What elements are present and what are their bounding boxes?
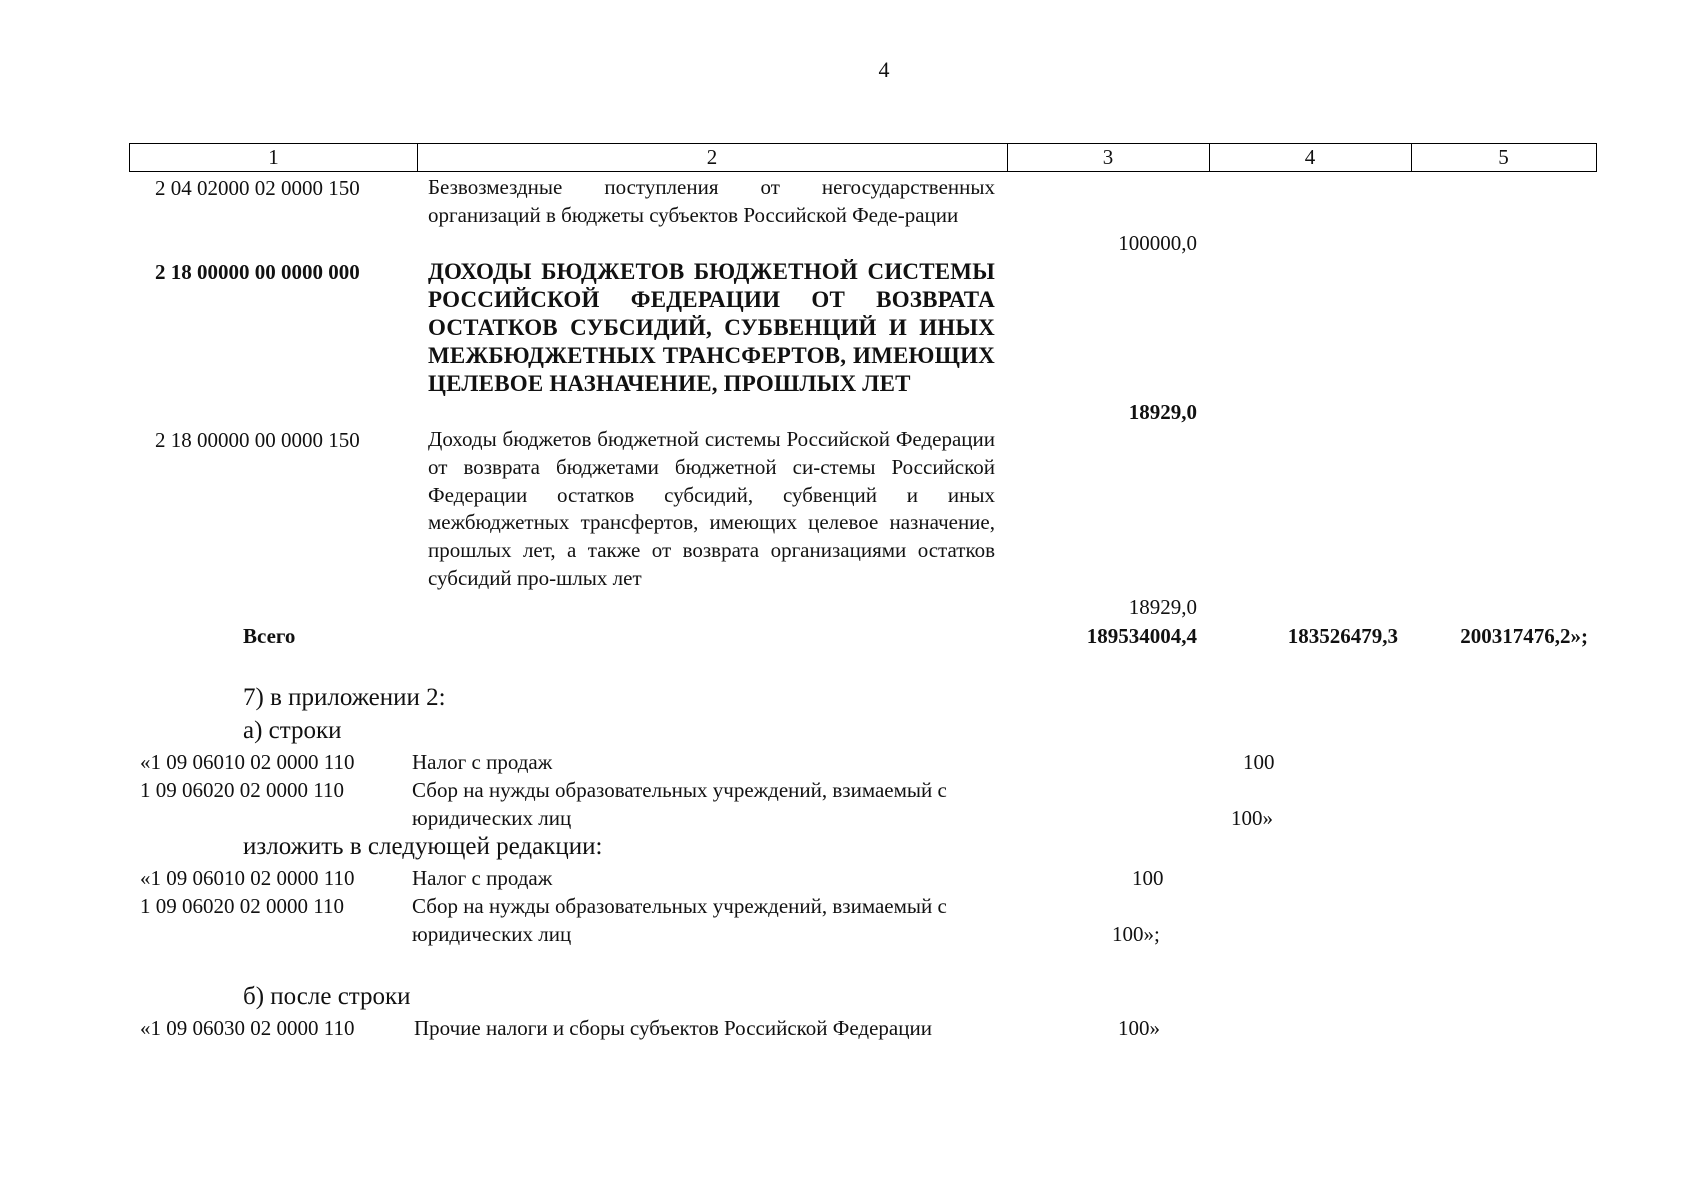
column-header-4: 4 (1304, 145, 1316, 169)
subsection-b: б) после строки (243, 983, 411, 1010)
list-item-code: «1 09 06010 02 0000 110 (140, 866, 355, 890)
list-item-code: 1 09 06020 02 0000 110 (140, 778, 344, 802)
table-row-description: Безвозмездные поступления от негосударственных организаций в бюджеты субъектов Российской Феде-рации (428, 175, 995, 227)
replace-instruction: изложить в следующей редакции: (243, 833, 603, 860)
total-col5: 200317476,2»; (1460, 624, 1588, 648)
table-row-code: 2 18 00000 00 0000 150 (155, 428, 360, 452)
list-item-value: 100» (1231, 806, 1273, 830)
total-col3: 189534004,4 (1086, 624, 1197, 648)
table-row-description: Доходы бюджетов бюджетной системы Российской Федерации от возврата бюджетами бюджетной си-стемы Российской Федерации остатков субсидий, субвенций и иных межбюджетных трансфертов, имеющих целевое назначение, прошлых лет, а также от возврата организациями остатков субсидий про-шлых лет (428, 427, 995, 590)
table-row-code: 2 04 02000 02 0000 150 (155, 176, 360, 200)
list-item-description-cont: юридических лиц (412, 922, 572, 946)
table-header (129, 143, 1597, 172)
list-item-description-cont: юридических лиц (412, 806, 572, 830)
list-item-code: 1 09 06020 02 0000 110 (140, 894, 344, 918)
column-header-2: 2 (706, 145, 718, 169)
list-item-description: Налог с продаж (412, 866, 553, 890)
list-item-description: Сбор на нужды образовательных учреждений, взимаемый с (412, 894, 947, 918)
column-header-3: 3 (1102, 145, 1114, 169)
list-item-description: Сбор на нужды образовательных учреждений, взимаемый с (412, 778, 947, 802)
list-item-value: 100 (1132, 866, 1164, 890)
column-header-1: 1 (268, 145, 279, 169)
table-row-value: 100000,0 (1118, 231, 1197, 255)
list-item-code: «1 09 06010 02 0000 110 (140, 750, 355, 774)
total-label: Всего (243, 624, 296, 648)
table-row-value: 18929,0 (1128, 400, 1197, 424)
list-item-code: «1 09 06030 02 0000 110 (140, 1016, 355, 1040)
table-row-description: ДОХОДЫ БЮДЖЕТОВ БЮДЖЕТНОЙ СИСТЕМЫ РОССИЙСКОЙ ФЕДЕРАЦИИ ОТ ВОЗВРАТА ОСТАТКОВ СУБСИДИЙ, СУБВЕНЦИЙ И ИНЫХ МЕЖБЮДЖЕТНЫХ ТРАНСФЕРТОВ, ИМЕЮЩИХ ЦЕЛЕВОЕ НАЗНАЧЕНИЕ, ПРОШЛЫХ ЛЕТ (428, 259, 995, 396)
list-item-value: 100»; (1112, 922, 1160, 946)
list-item-value: 100 (1243, 750, 1275, 774)
total-col4: 183526479,3 (1287, 624, 1398, 648)
page-number: 4 (878, 57, 890, 82)
table-row-value: 18929,0 (1128, 595, 1197, 619)
column-header-5: 5 (1498, 145, 1509, 169)
list-item-value: 100» (1118, 1016, 1160, 1040)
appendix-heading: 7) в приложении 2: (243, 684, 446, 711)
subsection-a: а) строки (243, 717, 342, 744)
table-row-code: 2 18 00000 00 0000 000 (155, 260, 360, 284)
list-item-description: Налог с продаж (412, 750, 553, 774)
list-item-description: Прочие налоги и сборы субъектов Российской Федерации (414, 1016, 932, 1040)
